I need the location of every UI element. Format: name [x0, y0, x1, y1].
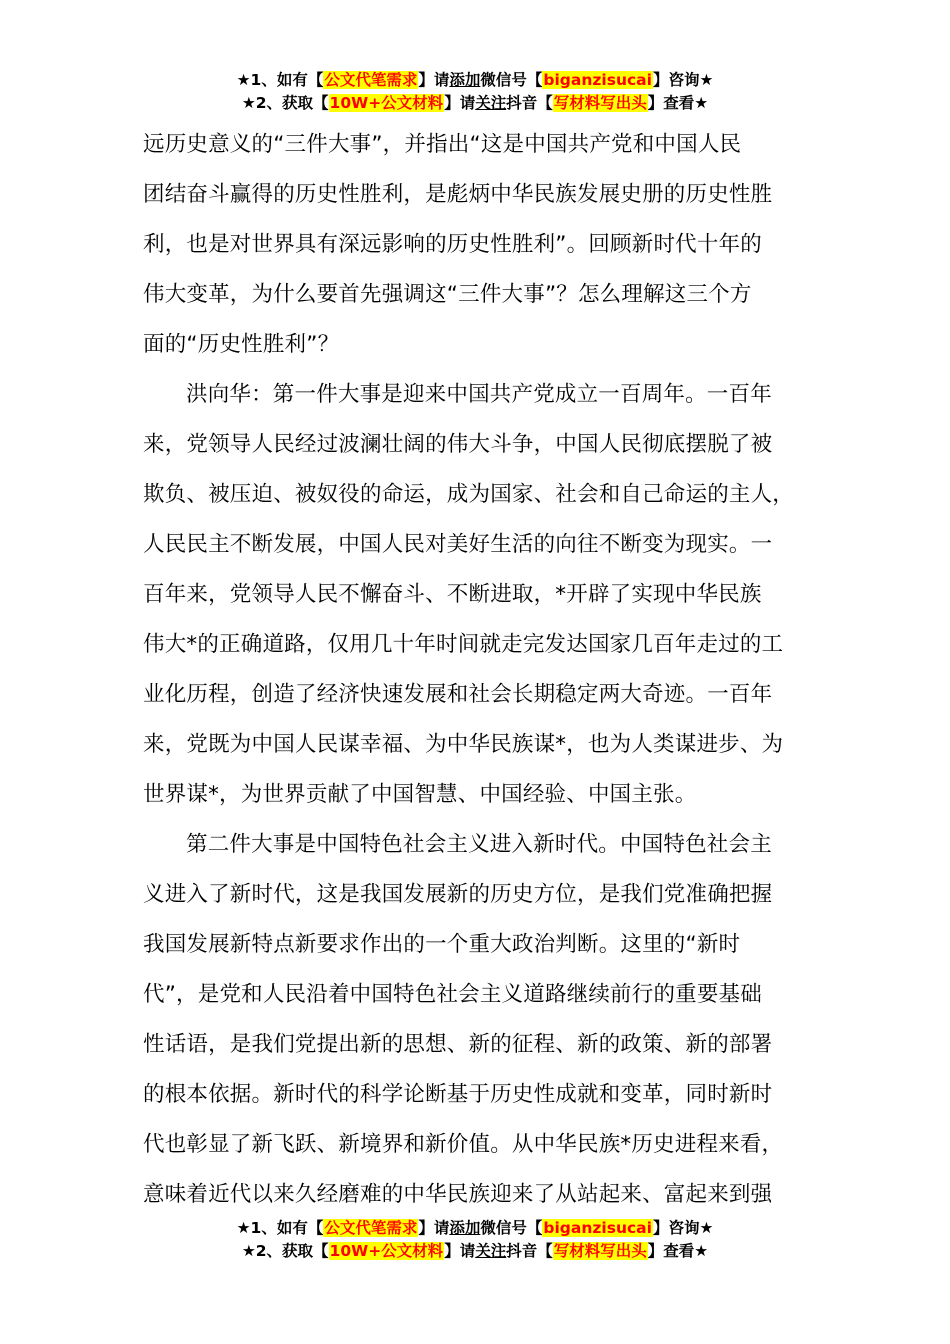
header-line-1 — [0, 69, 950, 92]
footer-line-2-douyin-label: 抖音【 — [506, 1242, 553, 1260]
text-line: 来，党既为中国人民谋幸福、为中华民族谋*，也为人类谋进步、为 — [143, 732, 784, 757]
footer-line-2-prefix: 2、获取【 — [255, 1242, 329, 1260]
text-line: 人民民主不断发展，中国人民对美好生活的向往不断变为现实。一 — [143, 532, 773, 557]
text-line: 面的“历史性胜利”？ — [143, 332, 340, 357]
footer-line-1-mid: 】请 — [418, 1219, 450, 1237]
materials-highlight: 10W+公文材料 — [329, 94, 444, 112]
header-line-2 — [0, 92, 950, 115]
footer-banner — [0, 1217, 950, 1263]
star-icon: ★ — [241, 1242, 256, 1260]
star-icon: ★ — [241, 94, 256, 112]
ghostwriting-highlight: 公文代笔需求 — [324, 1219, 418, 1237]
materials-highlight: 10W+公文材料 — [329, 1242, 444, 1260]
footer-line-2-suffix: 】查看★ — [647, 1242, 709, 1260]
paragraph-question — [143, 120, 808, 370]
paragraph-first-event — [143, 370, 808, 820]
ghostwriting-highlight: 公文代笔需求 — [324, 71, 418, 89]
footer-line-2 — [0, 1240, 950, 1263]
add-underlined: 添加 — [449, 1219, 481, 1237]
text-line: 业化历程，创造了经济快速发展和社会长期稳定两大奇迹。一百年 — [143, 682, 773, 707]
text-line: 世界谋*，为世界贡献了中国智慧、中国经验、中国主张。 — [143, 782, 697, 807]
wechat-id-highlight: biganzisucai — [543, 71, 652, 89]
douyin-account-highlight: 写材料写出头 — [553, 1242, 647, 1260]
text-line: 我国发展新特点新要求作出的一个重大政治判断。这里的“新时 — [143, 932, 741, 957]
text-line: 利，也是对世界具有深远影响的历史性胜利”。回顾新时代十年的 — [143, 232, 762, 257]
text-line: 伟大*的正确道路，仅用几十年时间就走完发达国家几百年走过的工 — [143, 632, 784, 657]
header-line-2-douyin-label: 抖音【 — [506, 94, 553, 112]
header-line-2-prefix: 2、获取【 — [255, 94, 329, 112]
header-line-1-wechat-label: 微信号【 — [480, 71, 543, 89]
add-underlined: 添加 — [449, 71, 481, 89]
text-line: 伟大变革，为什么要首先强调这“三件大事”？怎么理解这三个方 — [143, 282, 752, 307]
text-line: 义进入了新时代，这是我国发展新的历史方位，是我们党准确把握 — [143, 882, 773, 907]
footer-line-1-wechat-label: 微信号【 — [480, 1219, 543, 1237]
header-line-2-mid: 】请 — [444, 94, 476, 112]
star-icon: ★ — [236, 1219, 251, 1237]
wechat-id-highlight: biganzisucai — [543, 1219, 652, 1237]
text-line: 百年来，党领导人民不懈奋斗、不断进取，*开辟了实现中华民族 — [143, 582, 762, 607]
header-line-2-suffix: 】查看★ — [647, 94, 709, 112]
header-line-1-prefix: 1、如有【 — [250, 71, 324, 89]
text-line: 代”，是党和人民沿着中国特色社会主义道路继续前行的重要基础 — [143, 982, 762, 1007]
document-body — [143, 120, 808, 1220]
text-line: 第二件大事是中国特色社会主义进入新时代。中国特色社会主 — [186, 832, 772, 857]
douyin-account-highlight: 写材料写出头 — [553, 94, 647, 112]
text-line: 性话语，是我们党提出新的思想、新的征程、新的政策、新的部署 — [143, 1032, 773, 1057]
header-line-1-suffix: 】咨询★ — [652, 71, 714, 89]
footer-line-1-suffix: 】咨询★ — [652, 1219, 714, 1237]
text-line: 代也彰显了新飞跃、新境界和新价值。从中华民族*历史进程来看， — [143, 1132, 784, 1157]
text-line: 的根本依据。新时代的科学论断基于历史性成就和变革，同时新时 — [143, 1082, 773, 1107]
text-line: 意味着近代以来久经磨难的中华民族迎来了从站起来、富起来到强 — [143, 1182, 773, 1207]
paragraph-second-event — [143, 820, 808, 1220]
text-line: 洪向华：第一件大事是迎来中国共产党成立一百周年。一百年 — [186, 382, 772, 407]
text-line: 团结奋斗赢得的历史性胜利，是彪炳中华民族发展史册的历史性胜 — [143, 182, 773, 207]
text-line: 远历史意义的“三件大事”，并指出“这是中国共产党和中国人民 — [143, 132, 742, 157]
star-icon: ★ — [236, 71, 251, 89]
follow-underlined: 关注 — [475, 94, 507, 112]
text-line: 来，党领导人民经过波澜壮阔的伟大斗争，中国人民彻底摆脱了被 — [143, 432, 773, 457]
follow-underlined: 关注 — [475, 1242, 507, 1260]
header-line-1-mid: 】请 — [418, 71, 450, 89]
footer-line-1-prefix: 1、如有【 — [250, 1219, 324, 1237]
header-banner — [0, 69, 950, 115]
footer-line-2-mid: 】请 — [444, 1242, 476, 1260]
footer-line-1 — [0, 1217, 950, 1240]
text-line: 欺负、被压迫、被奴役的命运，成为国家、社会和自己命运的主人， — [143, 482, 795, 507]
